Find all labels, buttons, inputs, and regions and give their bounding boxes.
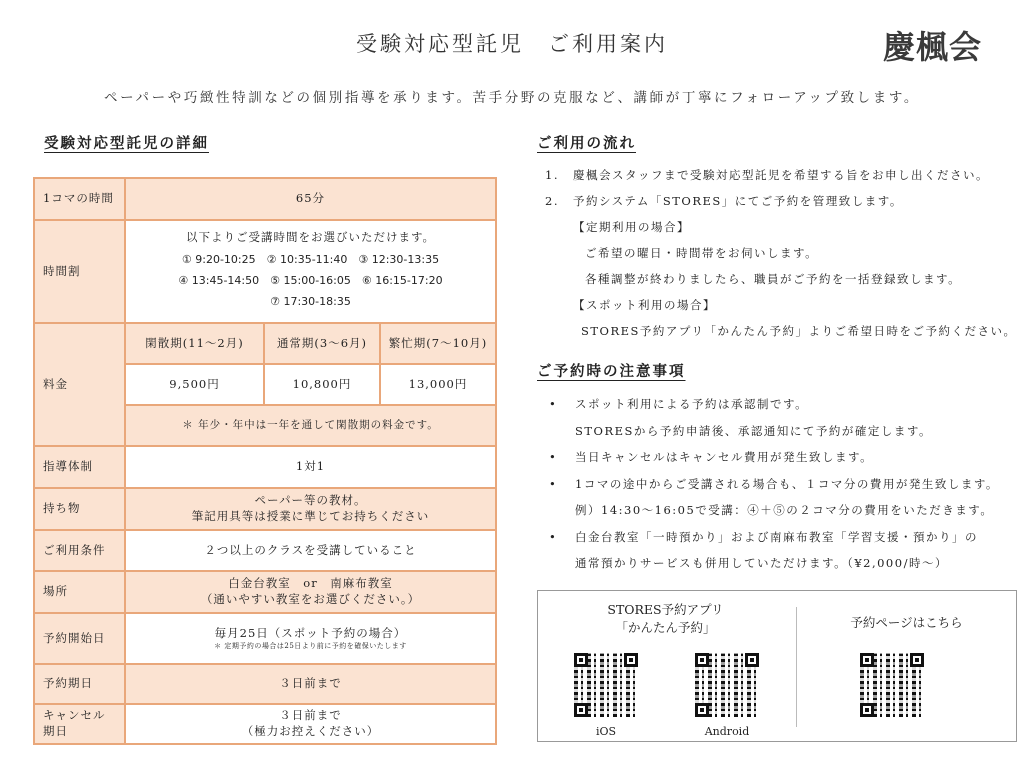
note-2 bbox=[545, 444, 1015, 471]
session-value: 65分 bbox=[125, 178, 496, 220]
bullet-icon: • bbox=[549, 476, 558, 491]
brand-logo: 慶楓会 bbox=[882, 28, 982, 66]
belongings-line-1: ペーパー等の教材。 bbox=[254, 493, 367, 508]
note-4 bbox=[545, 524, 1015, 551]
fee-header-off: 閑散期(11～2月) bbox=[125, 323, 264, 364]
qr-finder bbox=[695, 653, 709, 667]
timetable-label: 時間割 bbox=[34, 220, 125, 323]
qr-finder bbox=[574, 703, 588, 717]
booking-deadline-value: ３日前まで bbox=[125, 664, 496, 704]
flow-regular-title: 【定期利用の場合】 bbox=[573, 220, 690, 234]
booking-start-label: 予約開始日 bbox=[34, 613, 125, 664]
qr-finder bbox=[910, 653, 924, 667]
row-staffing bbox=[34, 446, 496, 488]
qr-finder bbox=[574, 653, 588, 667]
timetable-line-1: ① 9:20-10:25 ② 10:35-11:40 ③ 12:30-13:35 bbox=[181, 252, 440, 266]
android-qr-code[interactable] bbox=[695, 653, 759, 717]
booking-deadline-label: 予約期日 bbox=[34, 664, 125, 704]
qr-panel bbox=[537, 590, 1017, 742]
qr-finder bbox=[624, 653, 638, 667]
booking-page-qr-code[interactable] bbox=[860, 653, 924, 717]
fee-header-normal: 通常期(3～6月) bbox=[264, 323, 380, 364]
note-1-text: スポット利用による予約は承認制です。 bbox=[575, 397, 809, 411]
details-heading: 受験対応型託児の詳細 bbox=[44, 135, 209, 152]
note-1-continued: STORESから予約申請後、承認通知にて予約が確定します。 bbox=[575, 423, 932, 438]
conditions-value: ２つ以上のクラスを受講していること bbox=[125, 530, 496, 571]
staffing-label: 指導体制 bbox=[34, 446, 125, 488]
note-3 bbox=[545, 471, 1015, 498]
app-title-line-1: STORES予約アプリ bbox=[607, 602, 724, 617]
row-booking-deadline bbox=[34, 664, 496, 704]
timetable-cell bbox=[125, 220, 496, 323]
note-4-text: 白金台教室「一時預かり」および南麻布教室「学習支援・預かり」の bbox=[575, 529, 978, 544]
row-conditions bbox=[34, 530, 496, 571]
staffing-value: 1対1 bbox=[125, 446, 496, 488]
flow-list bbox=[545, 162, 1015, 344]
fee-note: ＊ 年少・年中は一年を通して閑散期の料金です。 bbox=[125, 405, 496, 446]
booking-start-value bbox=[125, 613, 496, 664]
fee-label: 料金 bbox=[34, 323, 125, 446]
row-fee-headers bbox=[34, 323, 496, 364]
page-subtitle: ペーパーや巧緻性特訓などの個別指導を承ります。苦手分野の克服など、講師が丁寧にフォローアップ致します。 bbox=[104, 90, 920, 106]
bullet-icon: • bbox=[549, 397, 558, 411]
location-line-1: 白金台教室 or 南麻布教室 bbox=[228, 576, 393, 591]
row-belongings bbox=[34, 488, 496, 530]
qr-finder bbox=[695, 703, 709, 717]
note-3-text: 1コマの途中からご受講される場合も、１コマ分の費用が発生致します。 bbox=[575, 476, 999, 491]
note-4-continued: 通常預かりサービスも併用していただけます。（¥2,000/時～） bbox=[575, 556, 948, 570]
cancel-label-line-2: 期日 bbox=[43, 724, 68, 738]
flow-spot-title: 【スポット利用の場合】 bbox=[573, 298, 716, 312]
location-label: 場所 bbox=[34, 571, 125, 613]
timetable-line-3: ⑦ 17:30-18:35 bbox=[270, 294, 351, 308]
fee-price-busy: 13,000円 bbox=[380, 364, 496, 405]
flow-heading: ご利用の流れ bbox=[537, 135, 636, 152]
bullet-icon: • bbox=[549, 529, 558, 544]
timetable-line-2: ④ 13:45-14:50 ⑤ 15:00-16:05 ⑥ 16:15-17:20 bbox=[178, 273, 443, 287]
flow-item-1 bbox=[545, 162, 1015, 188]
timetable-intro: 以下よりご受講時間をお選びいただけます。 bbox=[185, 230, 436, 245]
booking-start-line-1: 毎月25日（スポット予約の場合） bbox=[214, 626, 407, 641]
booking-page-title: 予約ページはこちら bbox=[850, 615, 963, 630]
qr-finder bbox=[860, 653, 874, 667]
app-title-line-2: 「かんたん予約」 bbox=[615, 620, 716, 636]
flow-regular-line-2: 各種調整が終わりましたら、職員がご予約を一括登録致します。 bbox=[585, 272, 962, 286]
page-title: 受験対応型託児 ご利用案内 bbox=[356, 32, 668, 56]
cancel-line-1: ３日前まで bbox=[279, 708, 342, 723]
row-cancel bbox=[34, 704, 496, 744]
flow-item-1-number: 1. bbox=[545, 168, 559, 182]
belongings-value bbox=[125, 488, 496, 530]
conditions-label: ご利用条件 bbox=[34, 530, 125, 571]
row-booking-start bbox=[34, 613, 496, 664]
ios-qr-code[interactable] bbox=[574, 653, 638, 717]
row-session bbox=[34, 178, 496, 220]
fee-header-busy: 繁忙期(7～10月) bbox=[380, 323, 496, 364]
location-value bbox=[125, 571, 496, 613]
ios-label: iOS bbox=[595, 725, 617, 738]
note-2-text: 当日キャンセルはキャンセル費用が発生致します。 bbox=[575, 450, 874, 464]
cancel-label bbox=[34, 704, 125, 744]
fee-price-off: 9,500円 bbox=[125, 364, 264, 405]
belongings-line-2: 筆記用具等は授業に準じてお持ちください bbox=[191, 509, 430, 523]
notes-list bbox=[545, 391, 1015, 577]
row-location bbox=[34, 571, 496, 613]
flow-item-1-text: 慶楓会スタッフまで受験対応型託児を希望する旨をお申し出ください。 bbox=[573, 168, 989, 182]
flow-spot-line-1: STORES予約アプリ「かんたん予約」よりご希望日時をご予約ください。 bbox=[581, 324, 1017, 338]
app-title bbox=[538, 601, 793, 637]
qr-finder bbox=[860, 703, 874, 717]
qr-finder bbox=[745, 653, 759, 667]
location-line-2: （通いやすい教室をお選びください。） bbox=[200, 592, 421, 606]
row-timetable bbox=[34, 220, 496, 323]
booking-start-line-2: ＊ 定期予約の場合は25日より前に予約を確保いたします bbox=[214, 641, 407, 650]
cancel-label-line-1: キャンセル bbox=[43, 708, 106, 723]
flow-item-2-number: 2. bbox=[545, 194, 559, 208]
flow-item-2 bbox=[545, 188, 1015, 214]
cancel-value bbox=[125, 704, 496, 744]
fee-price-normal: 10,800円 bbox=[264, 364, 380, 405]
note-1 bbox=[545, 391, 1015, 418]
notes-heading: ご予約時の注意事項 bbox=[537, 363, 686, 380]
cancel-line-2: （極力お控えください） bbox=[241, 724, 380, 738]
session-label: 1コマの時間 bbox=[34, 178, 125, 220]
note-3-continued: 例）14:30～16:05で受講：④＋⑤の２コマ分の費用をいただきます。 bbox=[575, 503, 994, 517]
bullet-icon: • bbox=[549, 450, 558, 464]
belongings-label: 持ち物 bbox=[34, 488, 125, 530]
details-table bbox=[33, 177, 497, 745]
flow-item-2-text: 予約システム「STORES」にてご予約を管理致します。 bbox=[573, 194, 903, 208]
android-label: Android bbox=[704, 725, 750, 738]
flow-regular-line-1: ご希望の曜日・時間帯をお伺いします。 bbox=[585, 246, 819, 260]
